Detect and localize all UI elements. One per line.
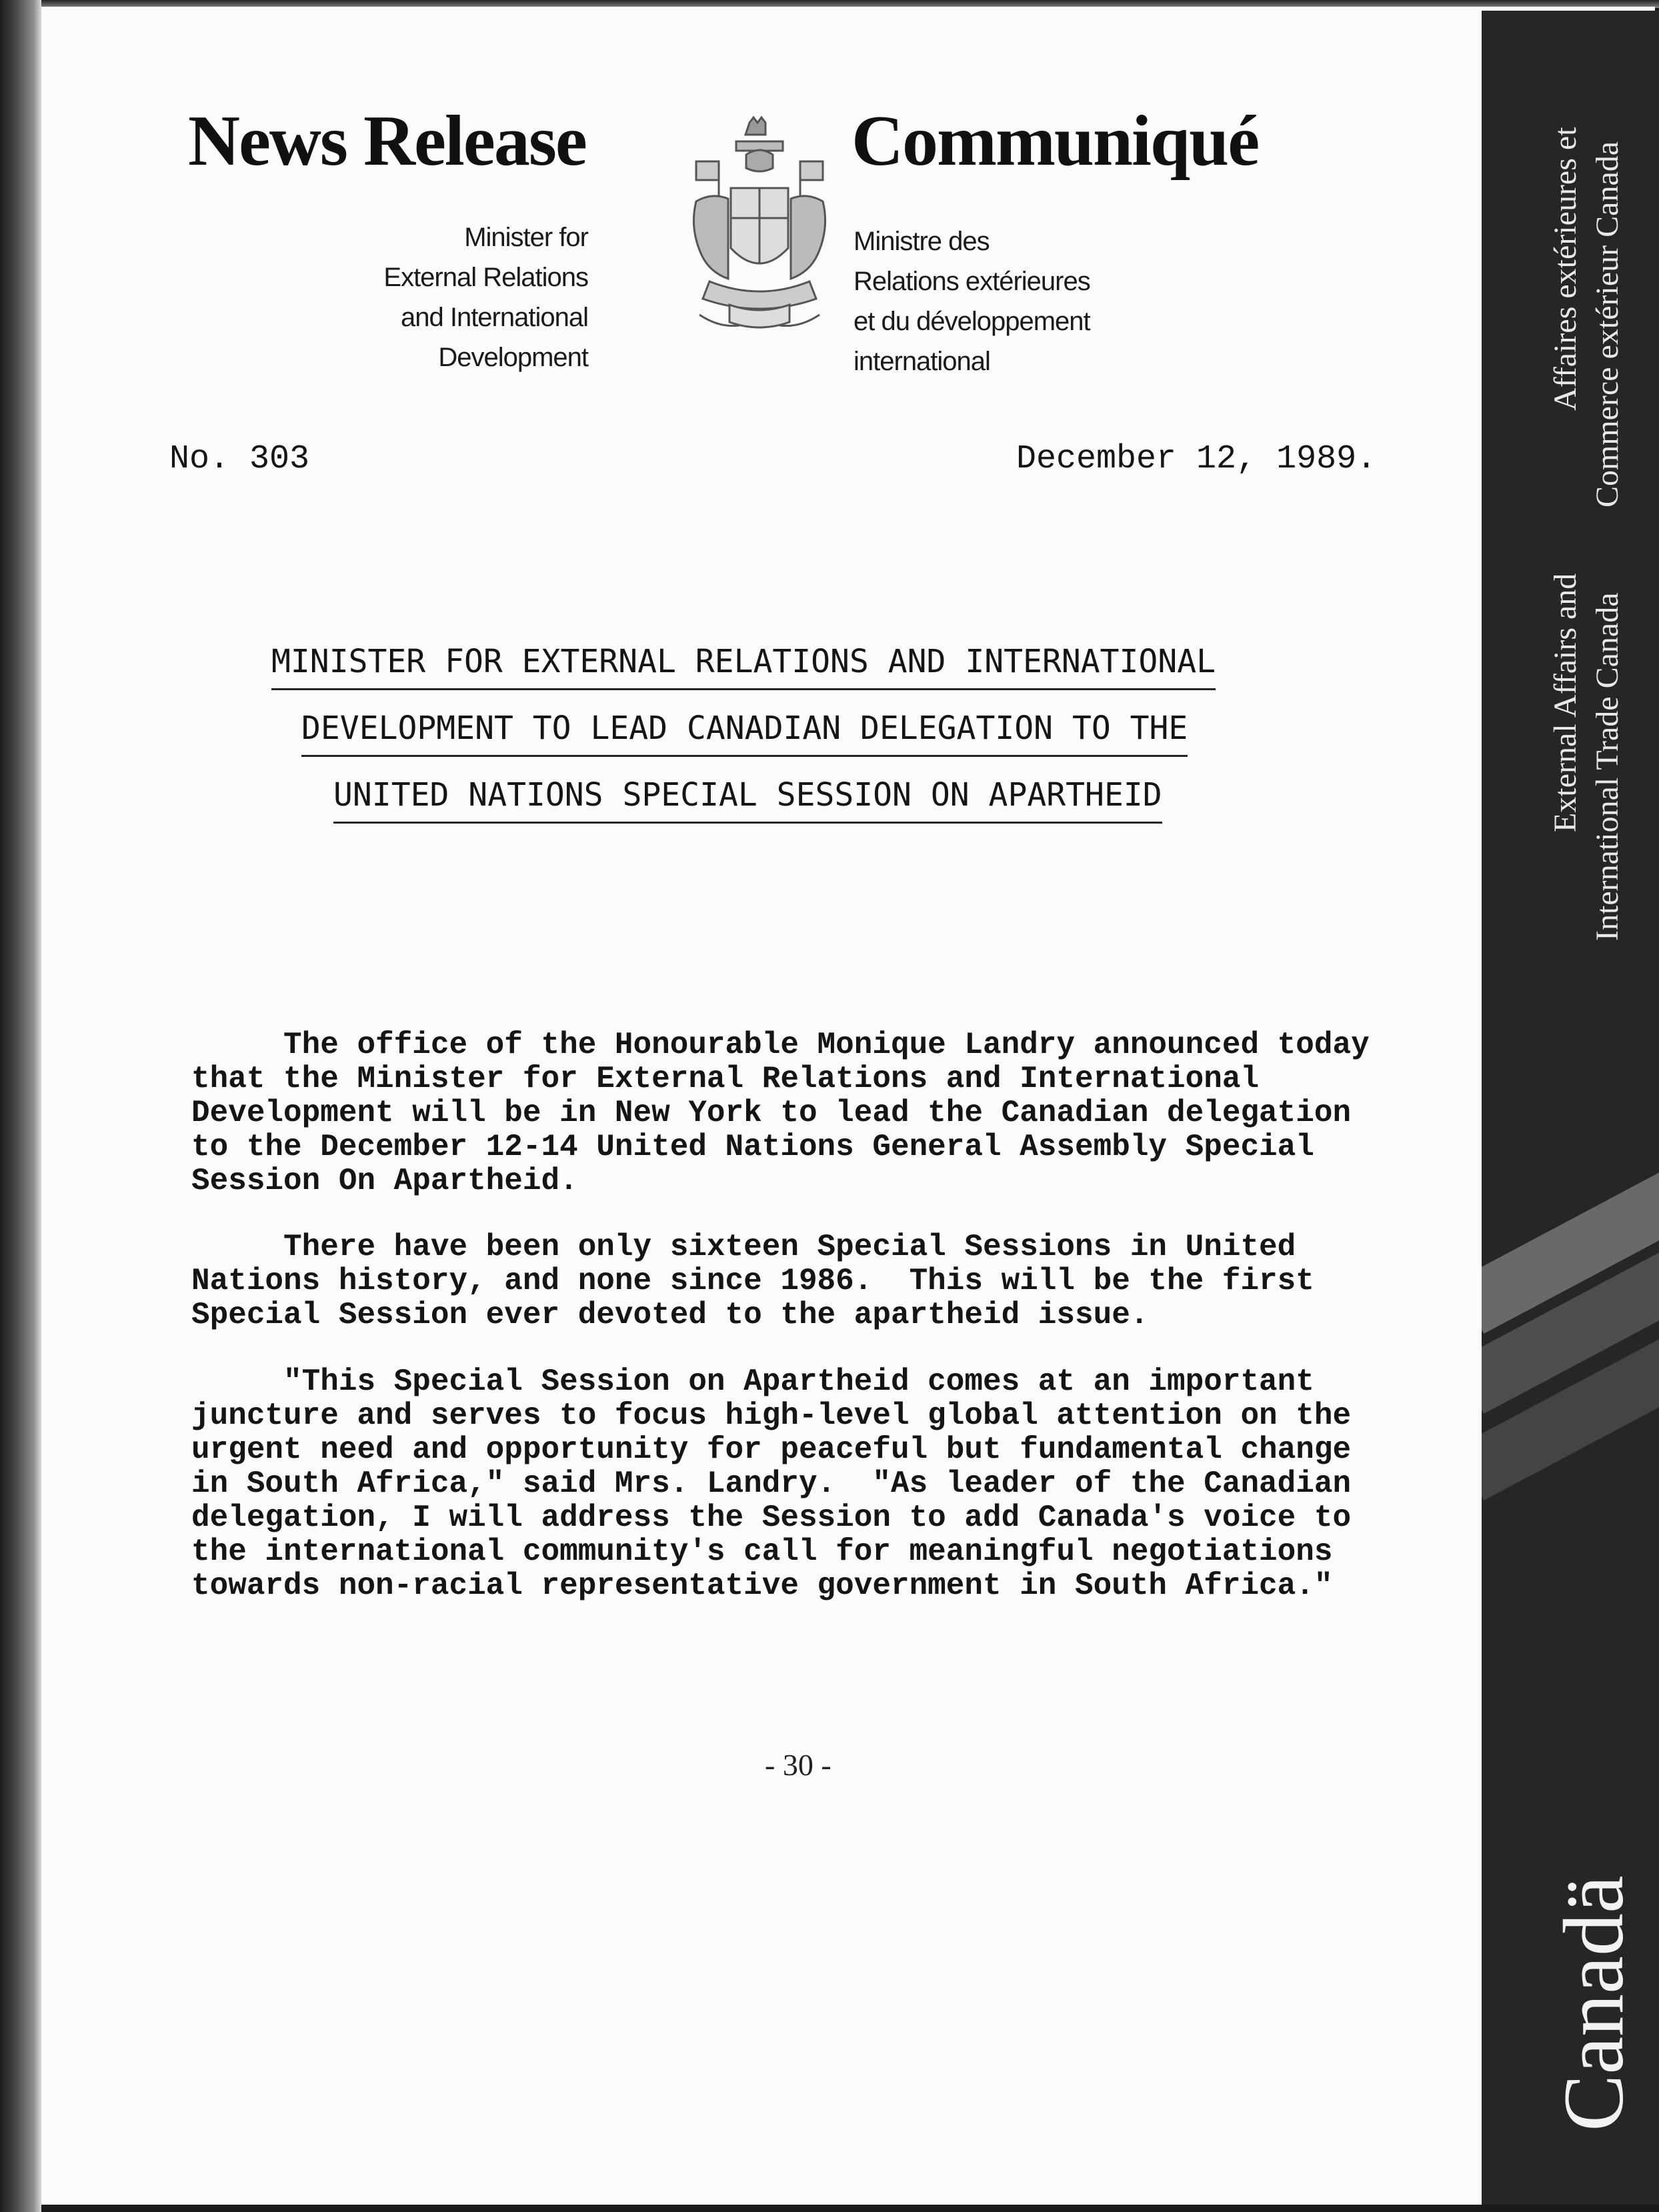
ministry-en-line: External Relations: [383, 263, 588, 292]
band-text-en-line-1: External Affairs and: [1548, 573, 1583, 832]
ministry-fr-line: Ministre des: [854, 227, 990, 256]
headline-line-1: MINISTER FOR EXTERNAL RELATIONS AND INTERNATIONAL: [271, 643, 1216, 690]
release-date: December 12, 1989.: [1016, 440, 1377, 478]
title-communique: Communiqué: [852, 101, 1259, 181]
headline-line-3: UNITED NATIONS SPECIAL SESSION ON APARTHEID: [333, 776, 1162, 824]
body-paragraph-1: The office of the Honourable Monique Landry announced today that the Minister for External Relations and International Development will be in New York to lead the Canadian delegation to the December 12-14 United Nations General Assembly Special Session On Apartheid.: [191, 1028, 1370, 1198]
release-number: No. 303: [169, 440, 310, 478]
title-news-release: News Release: [188, 101, 586, 181]
end-marker: - 30 -: [765, 1748, 832, 1782]
band-text-en-line-2: International Trade Canada: [1590, 592, 1625, 941]
band-text-fr-line-1: Affaires extérieures et: [1548, 127, 1583, 411]
ministry-name-fr: [854, 221, 1187, 381]
department-side-band: [1482, 11, 1659, 2205]
ministry-fr-line: international: [854, 347, 990, 376]
ministry-fr-line: et du développement: [854, 307, 1090, 336]
body-paragraph-3: "This Special Session on Apartheid comes at an important juncture and serves to focus high-level global attention on the urgent need and opportunity for peaceful but fundamental change in South Africa," said Mrs. Landry. "As leader of the Canadian delegation, I will address the Session to add Canada's voice to the international community's call for meaningful negotiations towards non-racial representative government in South Africa.": [191, 1364, 1352, 1603]
ministry-en-line: Development: [438, 343, 588, 372]
ministry-fr-line: Relations extérieures: [854, 267, 1090, 296]
canadian-coat-of-arms-icon: [683, 115, 836, 341]
canada-wordmark: Canadä: [1546, 1875, 1641, 2131]
body-paragraph-2: There have been only sixteen Special Sessions in United Nations history, and none since 1986. This will be the first Special Session ever devoted to the apartheid issue.: [191, 1230, 1314, 1332]
ministry-en-line: and International: [400, 303, 588, 332]
document-page: [41, 7, 1655, 2205]
binding-shadow: [0, 0, 41, 2212]
ministry-name-en: [321, 217, 588, 377]
ministry-en-line: Minister for: [464, 223, 588, 252]
headline-line-2: DEVELOPMENT TO LEAD CANADIAN DELEGATION TO THE: [301, 710, 1188, 757]
band-text-fr-line-2: Commerce extérieur Canada: [1590, 141, 1625, 507]
